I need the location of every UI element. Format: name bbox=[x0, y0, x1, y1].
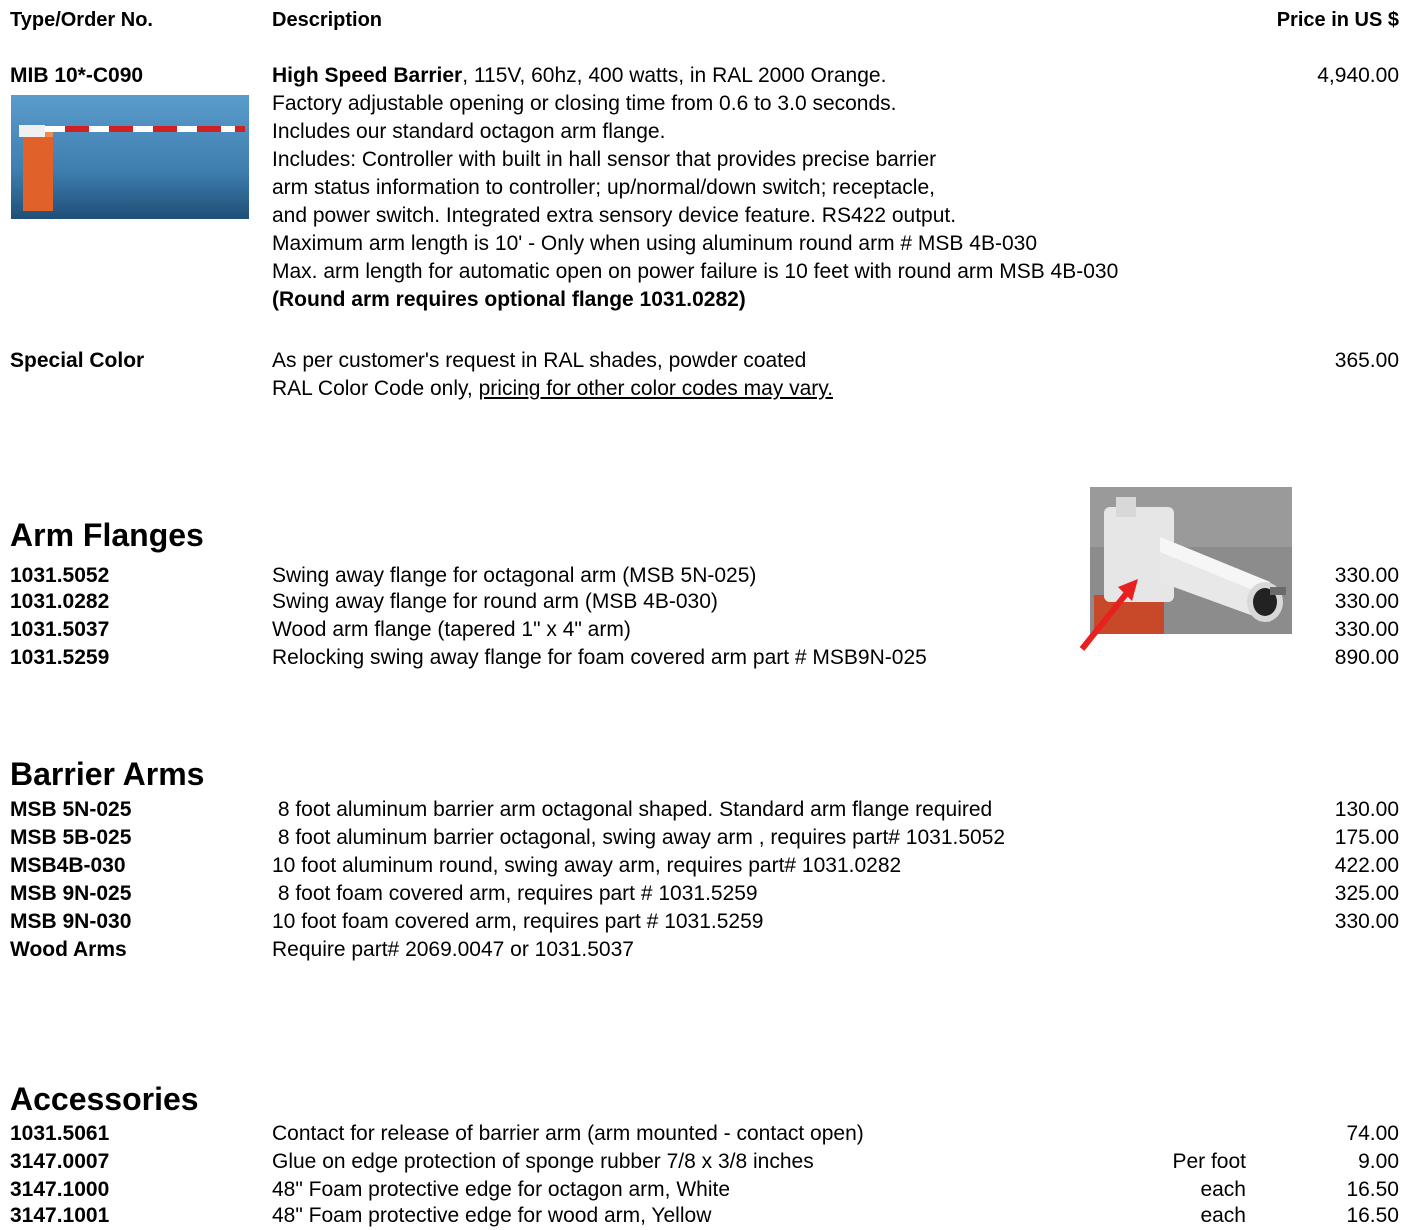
table-row-code: 1031.5061 bbox=[10, 1122, 110, 1145]
table-row-unit: Per foot bbox=[1172, 1150, 1246, 1173]
table-row-desc: Wood arm flange (tapered 1" x 4" arm) bbox=[272, 618, 631, 641]
special-color-line: RAL Color Code only, bbox=[272, 377, 479, 400]
table-row-desc: 10 foot aluminum round, swing away arm, requires part# 1031.0282 bbox=[272, 854, 902, 877]
table-row-price: 422.00 bbox=[1334, 854, 1399, 877]
table-row-desc: 8 foot aluminum barrier octagonal, swing away arm , requires part# 1031.5052 bbox=[272, 826, 1006, 849]
table-row-price: 330.00 bbox=[1334, 590, 1399, 613]
barrier-photo bbox=[11, 95, 249, 219]
table-row-code: 1031.5259 bbox=[10, 646, 110, 669]
product-price: 4,940.00 bbox=[1317, 64, 1399, 87]
table-row-code: Wood Arms bbox=[10, 938, 127, 961]
table-row-price: 330.00 bbox=[1334, 618, 1399, 641]
table-row-code: 1031.5052 bbox=[10, 564, 110, 587]
product-line: Includes our standard octagon arm flange. bbox=[272, 120, 666, 143]
special-color-line: As per customer's request in RAL shades, powder coated bbox=[272, 349, 807, 372]
table-row-desc: Relocking swing away flange for foam covered arm part # MSB9N-025 bbox=[272, 646, 927, 669]
table-row-code: MSB 9N-030 bbox=[10, 910, 132, 933]
table-row-code: MSB 5N-025 bbox=[10, 798, 132, 821]
table-row-price: 330.00 bbox=[1334, 564, 1399, 587]
table-row-desc: 8 foot aluminum barrier arm octagonal shaped. Standard arm flange required bbox=[272, 798, 993, 821]
special-color-description bbox=[272, 347, 833, 403]
table-row-code: MSB 9N-025 bbox=[10, 882, 132, 905]
table-row-price: 16.50 bbox=[1346, 1178, 1399, 1201]
table-row-unit: each bbox=[1200, 1204, 1246, 1227]
table-row-code: MSB4B-030 bbox=[10, 854, 126, 877]
table-row-desc: 48" Foam protective edge for wood arm, Yellow bbox=[272, 1204, 712, 1227]
table-row-unit: each bbox=[1200, 1178, 1246, 1201]
special-color-price: 365.00 bbox=[1334, 349, 1399, 372]
table-row-price: 330.00 bbox=[1334, 910, 1399, 933]
table-row-code: MSB 5B-025 bbox=[10, 826, 132, 849]
table-row-desc: Swing away flange for octagonal arm (MSB 5N-025) bbox=[272, 564, 757, 587]
product-title-rest: , 115V, 60hz, 400 watts, in RAL 2000 Orange. bbox=[462, 64, 887, 87]
product-title: High Speed Barrier bbox=[272, 64, 463, 87]
product-line: and power switch. Integrated extra sensory device feature. RS422 output. bbox=[272, 204, 957, 227]
product-line: Max. arm length for automatic open on power failure is 10 feet with round arm MSB 4B-030 bbox=[272, 260, 1119, 283]
special-color-note: pricing for other color codes may vary. bbox=[478, 377, 834, 400]
table-row-code: 3147.1001 bbox=[10, 1204, 110, 1227]
table-row-desc: Swing away flange for round arm (MSB 4B-030) bbox=[272, 590, 718, 613]
table-row-price: 175.00 bbox=[1334, 826, 1399, 849]
section-title-barrier-arms: Barrier Arms bbox=[10, 756, 205, 792]
table-row-desc: Glue on edge protection of sponge rubber 7/8 x 3/8 inches bbox=[272, 1150, 814, 1173]
table-row-price: 325.00 bbox=[1334, 882, 1399, 905]
table-row-desc: Require part# 2069.0047 or 1031.5037 bbox=[272, 938, 634, 961]
product-code: MIB 10*-C090 bbox=[10, 64, 144, 87]
table-row-price: 130.00 bbox=[1334, 798, 1399, 821]
header-price: Price in US $ bbox=[1276, 9, 1399, 31]
table-row-code: 1031.0282 bbox=[10, 590, 110, 613]
table-row-price: 890.00 bbox=[1334, 646, 1399, 669]
product-line: Factory adjustable opening or closing time from 0.6 to 3.0 seconds. bbox=[272, 92, 897, 115]
table-row-price: 16.50 bbox=[1346, 1204, 1399, 1227]
table-row-desc: 8 foot foam covered arm, requires part # 1031.5259 bbox=[272, 882, 758, 905]
table-row-code: 3147.1000 bbox=[10, 1178, 110, 1201]
section-title-arm-flanges: Arm Flanges bbox=[10, 517, 204, 553]
table-row-desc: Contact for release of barrier arm (arm mounted - contact open) bbox=[272, 1122, 864, 1145]
header-type: Type/Order No. bbox=[10, 9, 153, 31]
table-row-code: 3147.0007 bbox=[10, 1150, 110, 1173]
table-row-price: 9.00 bbox=[1358, 1150, 1399, 1173]
product-line: Maximum arm length is 10' - Only when using aluminum round arm # MSB 4B-030 bbox=[272, 232, 1037, 255]
table-row-desc: 48" Foam protective edge for octagon arm, White bbox=[272, 1178, 731, 1201]
header-description: Description bbox=[272, 9, 383, 31]
table-row-desc: 10 foot foam covered arm, requires part # 1031.5259 bbox=[272, 910, 764, 933]
flange-photo bbox=[1070, 487, 1292, 657]
product-note: (Round arm requires optional flange 1031.0282) bbox=[272, 288, 746, 311]
product-line: arm status information to controller; up/normal/down switch; receptacle, bbox=[272, 176, 935, 199]
table-row-code: 1031.5037 bbox=[10, 618, 110, 641]
product-description bbox=[272, 62, 1118, 314]
product-line: Includes: Controller with built in hall sensor that provides precise barrier bbox=[272, 148, 937, 171]
special-color-code: Special Color bbox=[10, 349, 145, 372]
table-row-price: 74.00 bbox=[1346, 1122, 1399, 1145]
section-title-accessories: Accessories bbox=[10, 1081, 199, 1117]
